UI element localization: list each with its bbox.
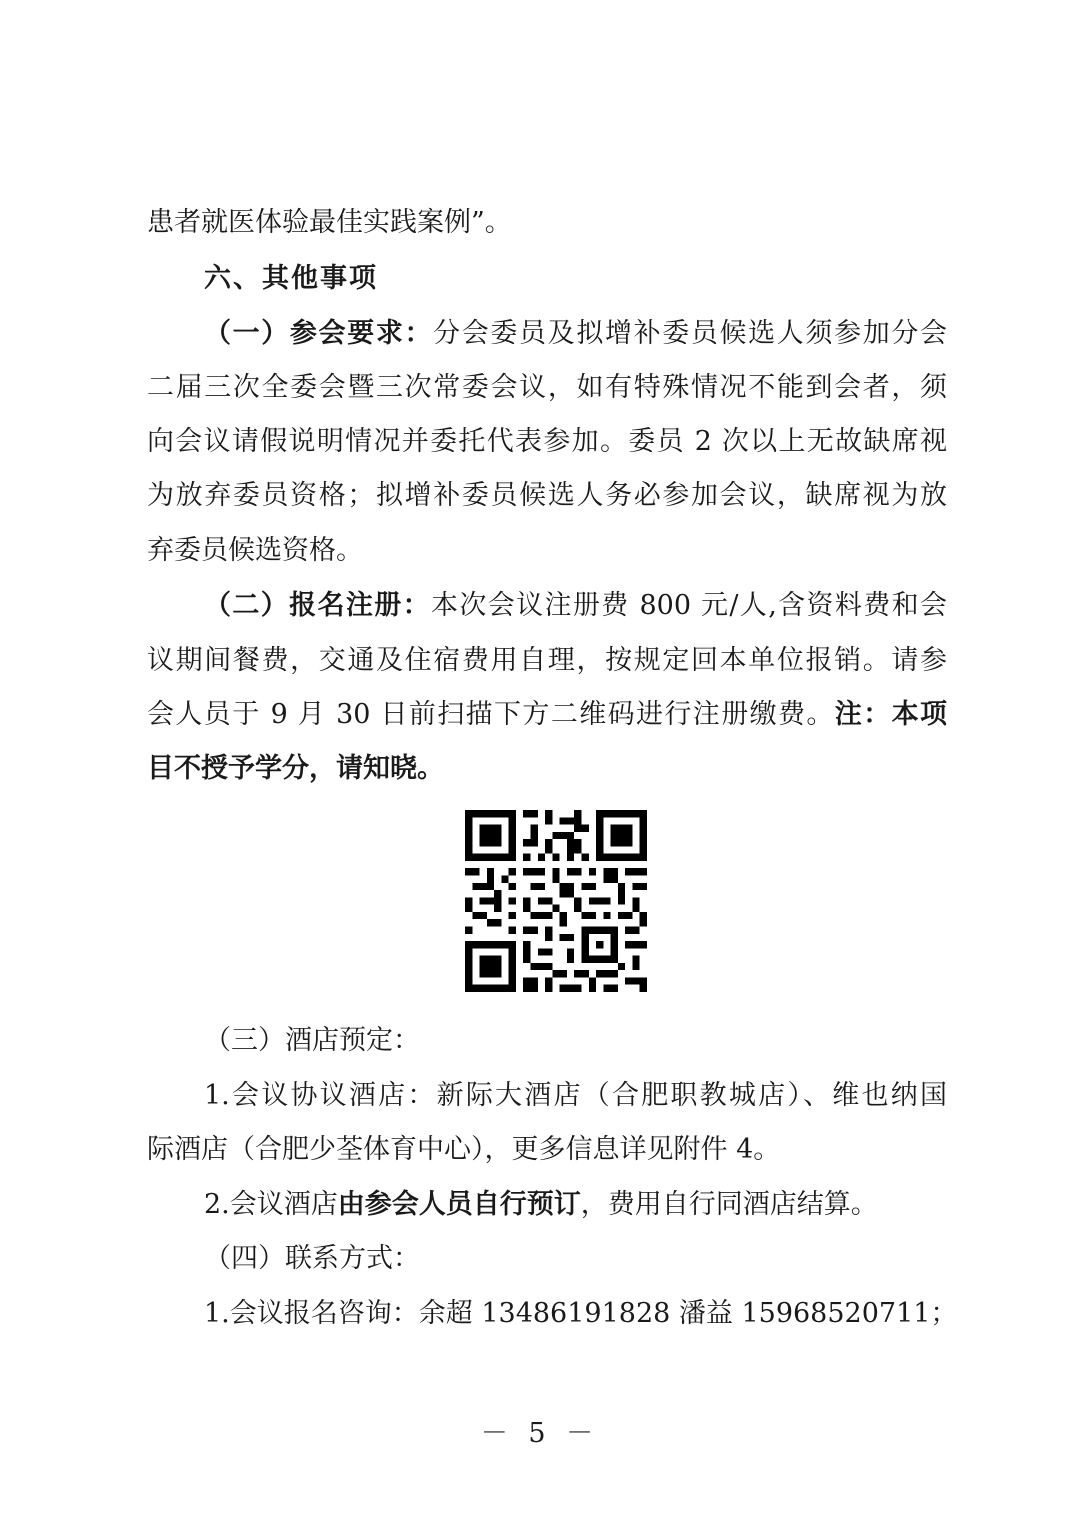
paragraph-text: 2.会议酒店 bbox=[204, 1189, 338, 1220]
paragraph-line: 议期间餐费，交通及住宿费用自理，按规定回本单位报销。请参 bbox=[147, 645, 947, 676]
paragraph-line: 弃委员候选资格。 bbox=[147, 535, 363, 566]
bold-note: 由参会人员自行预订 bbox=[337, 1189, 581, 1220]
paragraph-line: 1.会议协议酒店：新际大酒店（合肥职教城店）、维也纳国 bbox=[204, 1080, 947, 1111]
section-heading: 六、其他事项 bbox=[204, 263, 378, 294]
paragraph-line: 1.会议报名咨询：余超 13486191828 潘益 15968520711； bbox=[204, 1298, 958, 1329]
paragraph-line bbox=[147, 697, 947, 733]
subsection-title: （一）参会要求： bbox=[204, 318, 434, 349]
subsection-title: （二）报名注册： bbox=[204, 590, 431, 621]
paragraph-line: 二届三次全委会暨三次常委会议，如有特殊情况不能到会者，须 bbox=[147, 372, 947, 403]
paragraph-line: 向会议请假说明情况并委托代表参加。委员 2 次以上无故缺席视 bbox=[147, 426, 947, 457]
paragraph-line bbox=[204, 588, 947, 624]
qr-code-icon[interactable] bbox=[465, 810, 647, 992]
paragraph-text: 分会委员及拟增补委员候选人须参加分会 bbox=[433, 318, 948, 349]
paragraph-text: ，费用自行同酒店结算。 bbox=[580, 1189, 878, 1220]
subsection-title: （四）联系方式： bbox=[204, 1243, 420, 1274]
paragraph-text: 会人员于 9 月 30 日前扫描下方二维码进行注册缴费。 bbox=[147, 699, 835, 730]
paragraph-line: 为放弃委员资格；拟增补委员候选人务必参加会议，缺席视为放 bbox=[147, 480, 947, 511]
subsection-title: （三）酒店预定： bbox=[204, 1025, 420, 1056]
paragraph-line: 患者就医体验最佳实践案例”。 bbox=[147, 207, 512, 238]
paragraph-line bbox=[204, 316, 947, 352]
bold-note: 目不授予学分，请知晓。 bbox=[147, 753, 444, 784]
bold-note: 注：本项 bbox=[834, 699, 947, 730]
paragraph-line bbox=[204, 1187, 947, 1223]
paragraph-line: 际酒店（合肥少荃体育中心），更多信息详见附件 4。 bbox=[147, 1134, 781, 1165]
paragraph-text: 本次会议注册费 800 元/人,含资料费和会 bbox=[430, 590, 947, 621]
page-number: － 5 － bbox=[480, 1418, 600, 1449]
